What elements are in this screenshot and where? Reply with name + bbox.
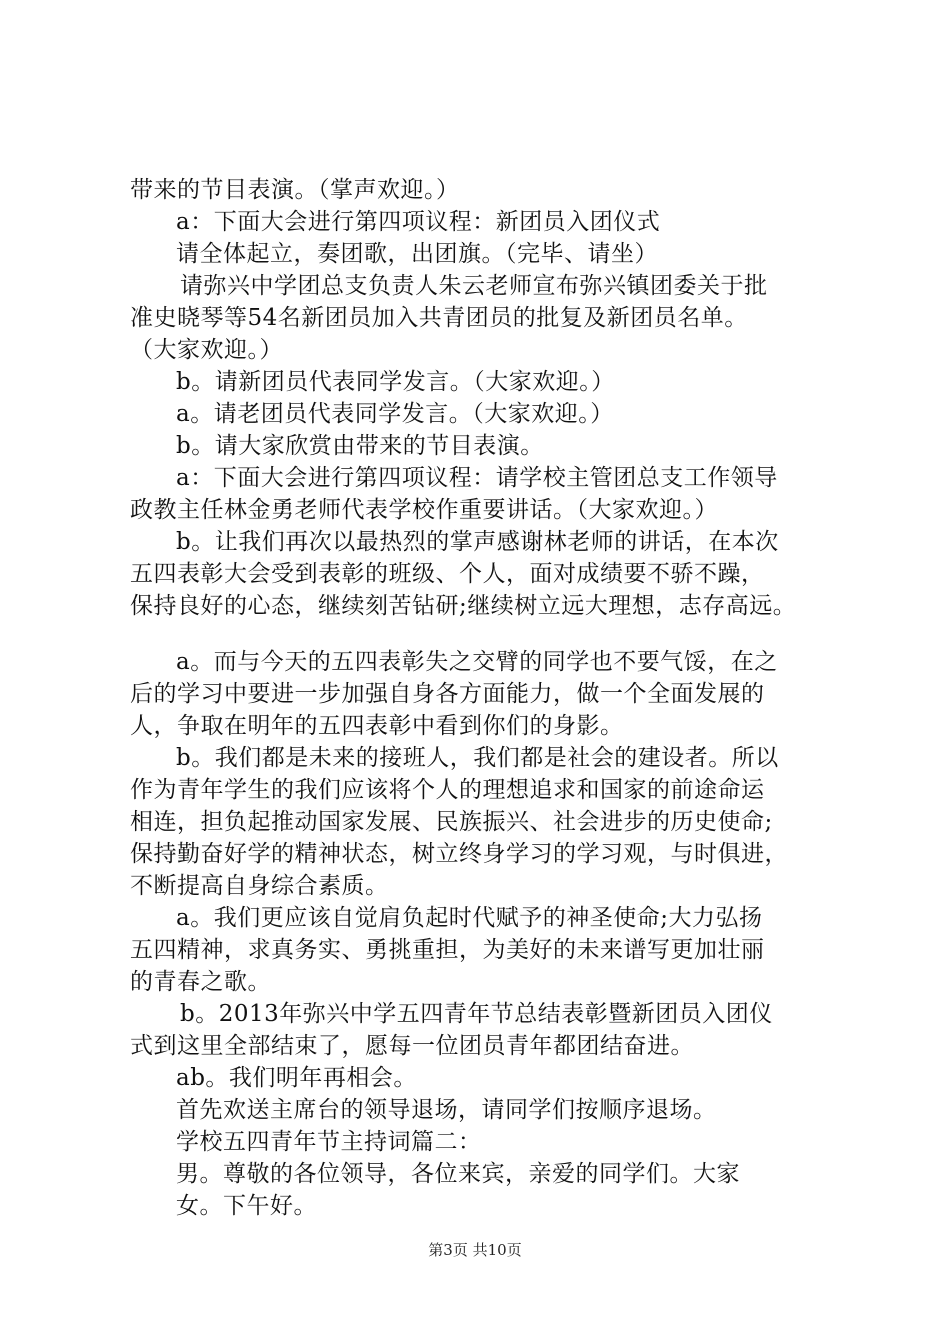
text-line-9: b。请大家欣赏由带来的节目表演。 [176, 433, 544, 459]
text-line-7: b。请新团员代表同学发言。（大家欢迎。） [176, 369, 615, 395]
text-line-14: 保持良好的心态，继续刻苦钻研;继续树立远大理想，志存高远。 [130, 593, 797, 619]
text-line-2: a：下面大会进行第四项议程：新团员入团仪式 [176, 209, 661, 235]
text-line-15: a。而与今天的五四表彰失之交臂的同学也不要气馁，在之 [176, 649, 778, 675]
text-line-21: 保持勤奋好学的精神状态，树立终身学习的学习观，与时俱进， [130, 841, 788, 867]
text-line-23: a。我们更应该自觉肩负起时代赋予的神圣使命;大力弘扬 [176, 905, 763, 931]
text-line-3: 请全体起立，奏团歌，出团旗。（完毕、请坐） [176, 241, 658, 267]
text-line-11: 政教主任林金勇老师代表学校作重要讲话。（大家欢迎。） [130, 497, 718, 523]
text-line-12: b。让我们再次以最热烈的掌声感谢林老师的讲话，在本次 [176, 529, 779, 555]
text-line-25: 的青春之歌。 [130, 969, 271, 995]
text-line-22: 不断提高自身综合素质。 [130, 873, 389, 899]
text-line-4: 请弥兴中学团总支负责人朱云老师宣布弥兴镇团委关于批 [180, 273, 768, 299]
text-line-24: 五四精神，求真务实、勇挑重担，为美好的未来谱写更加壮丽 [130, 937, 765, 963]
text-line-10: a：下面大会进行第四项议程：请学校主管团总支工作领导 [176, 465, 778, 491]
text-line-28: ab。我们明年再相会。 [176, 1065, 417, 1091]
text-line-30: 学校五四青年节主持词篇二： [176, 1129, 482, 1155]
text-line-20: 相连，担负起推动国家发展、民族振兴、社会进步的历史使命; [130, 809, 773, 835]
text-line-27: 式到这里全部结束了，愿每一位团员青年都团结奋进。 [130, 1033, 694, 1059]
text-line-32: 女。下午好。 [176, 1193, 317, 1219]
page-number-footer: 第3页 共10页 [428, 1241, 522, 1259]
text-line-18: b。我们都是未来的接班人，我们都是社会的建设者。所以 [176, 745, 779, 771]
text-line-16: 后的学习中要进一步加强自身各方面能力，做一个全面发展的 [130, 681, 765, 707]
text-line-31: 男。尊敬的各位领导，各位来宾，亲爱的同学们。大家 [176, 1161, 740, 1187]
text-line-29: 首先欢送主席台的领导退场，请同学们按顺序退场。 [176, 1097, 717, 1123]
text-line-6: （大家欢迎。） [130, 337, 283, 363]
text-line-1: 带来的节目表演。（掌声欢迎。） [130, 177, 460, 203]
text-line-8: a。请老团员代表同学发言。（大家欢迎。） [176, 401, 614, 427]
text-line-5: 准史晓琴等54名新团员加入共青团员的批复及新团员名单。 [130, 305, 748, 331]
text-line-13: 五四表彰大会受到表彰的班级、个人，面对成绩要不骄不躁， [130, 561, 765, 587]
text-line-17: 人，争取在明年的五四表彰中看到你们的身影。 [130, 713, 624, 739]
text-line-19: 作为青年学生的我们应该将个人的理想追求和国家的前途命运 [130, 777, 765, 803]
text-line-26: b。2013年弥兴中学五四青年节总结表彰暨新团员入团仪 [180, 1001, 773, 1027]
